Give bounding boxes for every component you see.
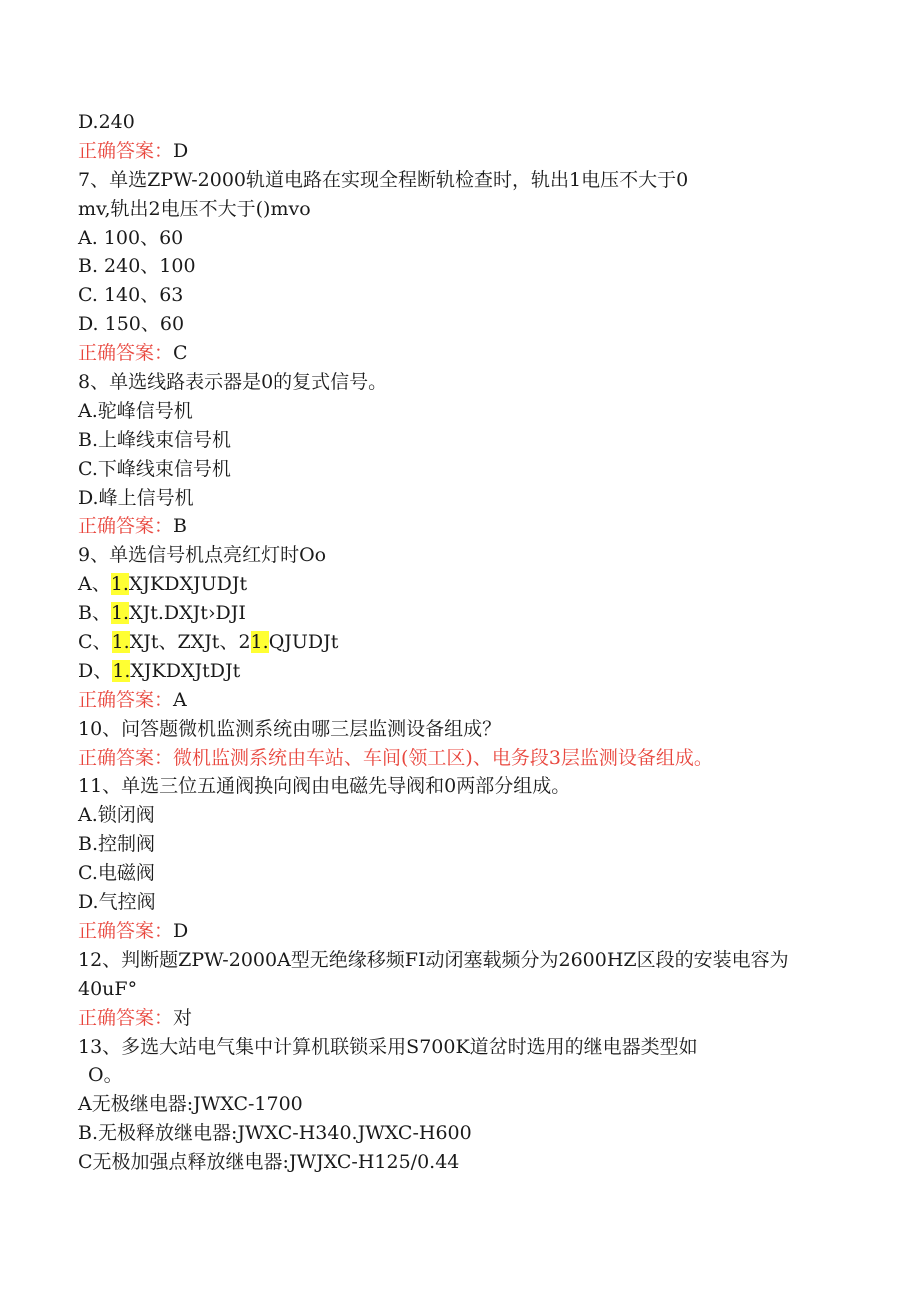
- question-line: O。: [88, 1064, 123, 1087]
- option-line: C无极加强点释放继电器:JWJXC-H125/0.44: [78, 1151, 460, 1174]
- option-line: B. 240、100: [78, 255, 196, 278]
- option-prefix: D、: [78, 659, 113, 682]
- option-line: D.峰上信号机: [78, 486, 194, 509]
- answer-value: 微机监测系统由车站、车间(领工区)、电务段3层监测设备组成。: [173, 746, 713, 769]
- highlighted-text: 1.: [112, 659, 131, 682]
- answer-value: D: [173, 919, 189, 942]
- option-line: B.上峰线束信号机: [78, 428, 232, 451]
- option-line: [78, 628, 838, 657]
- answer-line: [78, 1004, 838, 1033]
- answer-value: A: [173, 688, 187, 711]
- highlighted-text: 1.: [110, 602, 130, 625]
- answer-label: 正确答案：: [78, 688, 174, 711]
- option-line: [78, 570, 838, 599]
- answer-value: C: [173, 342, 188, 365]
- option-line: [78, 599, 838, 628]
- option-text: QJUDJt: [268, 631, 339, 654]
- answer-label: 正确答案：: [78, 919, 174, 942]
- answer-label: 正确答案：: [78, 139, 174, 162]
- answer-line: [78, 917, 838, 946]
- option-line: [78, 657, 838, 686]
- question-line: mv,轨出2电压不大于()mvo: [78, 197, 311, 220]
- question-line: 13、多选大站电气集中计算机联锁采用S700K道岔时选用的继电器类型如: [78, 1035, 698, 1058]
- option-line: B.无极释放继电器:JWXC-H340.JWXC-H600: [78, 1122, 472, 1145]
- highlighted-text: 1.: [111, 631, 130, 654]
- answer-line: [78, 744, 838, 773]
- option-line: A. 100、60: [78, 226, 184, 249]
- option-line: B.控制阀: [78, 833, 156, 856]
- question-line: 10、问答题微机监测系统由哪三层监测设备组成？: [78, 717, 502, 740]
- option-prefix: B、: [78, 602, 111, 625]
- option-text: XJt.DXJt›DJI: [129, 602, 246, 625]
- answer-label: 正确答案：: [78, 515, 174, 538]
- answer-value: B: [173, 515, 187, 538]
- highlighted-text: 1.: [110, 573, 129, 596]
- question-line: 9、单选信号机点亮红灯时Oo: [78, 544, 327, 567]
- option-line: A.锁闭阀: [78, 804, 155, 827]
- answer-line: [78, 339, 838, 368]
- answer-label: 正确答案：: [78, 1006, 174, 1029]
- option-prefix: C、: [78, 631, 112, 654]
- question-line: 12、判断题ZPW-2000A型无绝缘移频FI动闭塞载频分为2600HZ区段的安装电容为: [78, 948, 789, 971]
- answer-value: D: [173, 139, 189, 162]
- answer-line: [78, 686, 838, 715]
- option-prefix: A、: [78, 573, 111, 596]
- option-text: XJKDXJtDJt: [130, 659, 241, 682]
- answer-label: 正确答案：: [78, 746, 174, 769]
- answer-value: 对: [173, 1006, 193, 1029]
- option-line: D.240: [78, 111, 135, 133]
- option-line: A无极继电器:JWXC-1700: [78, 1093, 303, 1116]
- option-line: A.驼峰信号机: [78, 399, 193, 422]
- answer-label: 正确答案：: [78, 342, 174, 365]
- question-line: 40uF°: [78, 977, 138, 1000]
- option-line: C.电磁阀: [78, 862, 155, 885]
- option-line: C.下峰线束信号机: [78, 457, 231, 480]
- answer-line: [78, 137, 838, 166]
- option-text: XJKDXJUDJt: [128, 573, 248, 596]
- document-page: [78, 108, 838, 1177]
- option-line: D. 150、60: [78, 313, 185, 336]
- question-line: 7、单选ZPW-2000轨道电路在实现全程断轨检查时，轨出1电压不大于0: [78, 168, 689, 191]
- answer-line: [78, 512, 838, 541]
- option-text: XJt、ZXJt、2: [129, 631, 251, 654]
- question-line: 11、单选三位五通阀换向阀由电磁先导阀和0两部分组成。: [78, 775, 571, 798]
- highlighted-text: 1.: [250, 631, 269, 654]
- option-line: C. 140、63: [78, 284, 184, 307]
- option-line: D.气控阀: [78, 891, 156, 914]
- question-line: 8、单选线路表示器是0的复式信号。: [78, 371, 388, 394]
